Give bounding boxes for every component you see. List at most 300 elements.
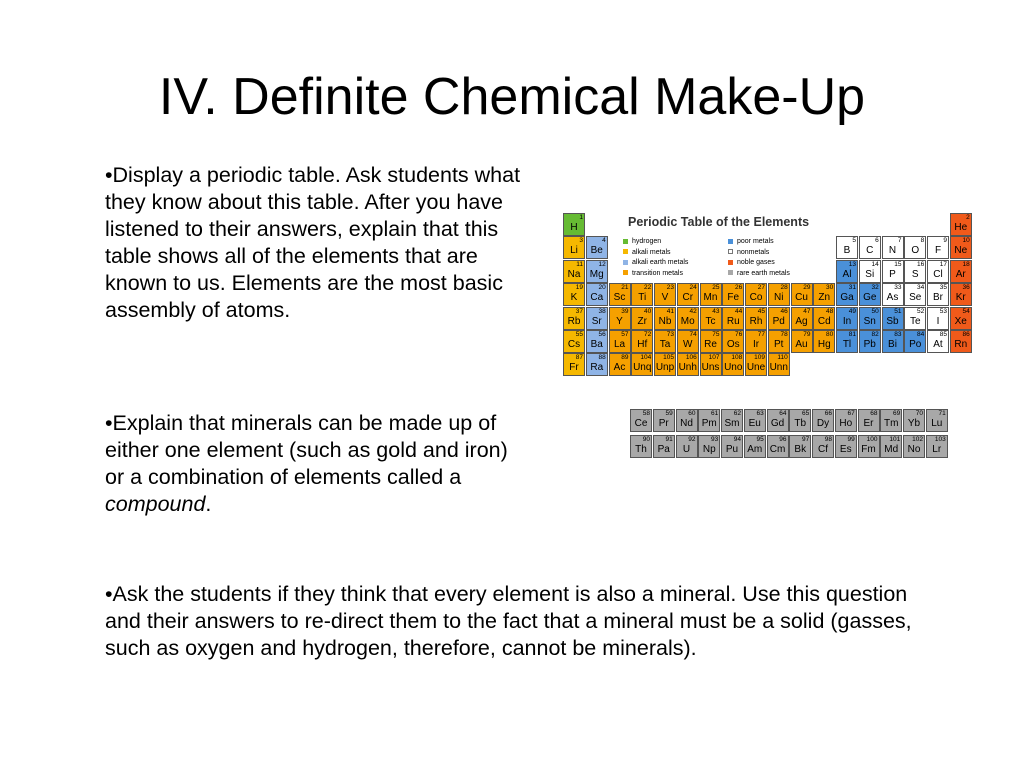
atomic-number: 46 bbox=[780, 307, 788, 315]
element-cell-pa bbox=[653, 435, 675, 458]
atomic-number: 86 bbox=[962, 331, 970, 338]
element-symbol: C bbox=[866, 245, 874, 257]
atomic-number: 75 bbox=[712, 331, 720, 338]
element-symbol: Md bbox=[884, 444, 899, 455]
element-symbol: U bbox=[682, 444, 691, 455]
element-cell-eu bbox=[744, 409, 766, 432]
element-cell-ge bbox=[859, 283, 881, 306]
atomic-number: 27 bbox=[757, 284, 765, 292]
atomic-number: 56 bbox=[598, 331, 606, 338]
element-cell-no bbox=[903, 435, 925, 458]
legend-item bbox=[623, 248, 671, 258]
atomic-number: 50 bbox=[871, 307, 879, 315]
element-cell-bk bbox=[789, 435, 811, 458]
element-symbol: Ca bbox=[590, 292, 604, 304]
atomic-number: 95 bbox=[756, 436, 764, 443]
element-cell-be bbox=[586, 236, 608, 259]
atomic-number: 6 bbox=[875, 237, 879, 245]
atomic-number: 19 bbox=[575, 284, 583, 292]
element-cell-rb bbox=[563, 307, 585, 330]
element-symbol: Pd bbox=[772, 315, 785, 327]
slide-title: IV. Definite Chemical Make-Up bbox=[158, 68, 866, 126]
bullet-text: •Explain that minerals can be made up of either one element (such as gold and iron) or a combination of elements called a bbox=[105, 411, 508, 489]
element-cell-i bbox=[927, 307, 949, 330]
element-symbol: Zn bbox=[818, 292, 831, 304]
atomic-number: 99 bbox=[847, 436, 855, 443]
emphasis-compound: compound bbox=[105, 492, 206, 516]
atomic-number: 66 bbox=[824, 410, 832, 417]
element-cell-ba bbox=[586, 330, 608, 353]
atomic-number: 106 bbox=[685, 354, 697, 362]
element-symbol: Co bbox=[749, 292, 763, 304]
element-cell-re bbox=[700, 330, 722, 353]
element-cell-pd bbox=[768, 307, 790, 330]
element-symbol: Se bbox=[909, 292, 922, 304]
atomic-number: 17 bbox=[939, 260, 947, 268]
legend-swatch bbox=[728, 239, 733, 244]
atomic-number: 84 bbox=[917, 331, 925, 338]
legend-label: transition metals bbox=[632, 269, 683, 277]
atomic-number: 35 bbox=[939, 284, 947, 292]
element-symbol: Kr bbox=[955, 292, 966, 304]
element-symbol: No bbox=[907, 444, 921, 455]
atomic-number: 77 bbox=[757, 331, 765, 338]
element-symbol: Unn bbox=[769, 362, 788, 374]
atomic-number: 71 bbox=[938, 410, 946, 417]
atomic-number: 48 bbox=[826, 307, 834, 315]
element-symbol: I bbox=[936, 315, 940, 327]
element-cell-fr bbox=[563, 353, 585, 376]
element-cell-c bbox=[859, 236, 881, 259]
atomic-number: 94 bbox=[733, 436, 741, 443]
element-symbol: Dy bbox=[816, 418, 830, 429]
element-symbol: Ne bbox=[954, 245, 968, 257]
legend-label: hydrogen bbox=[632, 238, 662, 245]
element-symbol: Ga bbox=[840, 292, 854, 304]
element-cell-te bbox=[904, 307, 926, 330]
element-symbol: Uno bbox=[724, 362, 743, 374]
atomic-number: 90 bbox=[642, 436, 650, 443]
legend-item bbox=[623, 237, 661, 247]
element-cell-pr bbox=[653, 409, 675, 432]
element-symbol: Sn bbox=[863, 315, 876, 327]
element-cell-lr bbox=[926, 435, 948, 458]
element-symbol: Np bbox=[702, 444, 716, 455]
element-cell-sn bbox=[859, 307, 881, 330]
element-symbol: Te bbox=[909, 315, 921, 327]
element-cell-dy bbox=[812, 409, 834, 432]
legend-item bbox=[623, 269, 683, 279]
element-symbol: Ac bbox=[613, 362, 626, 374]
legend-label: rare earth metals bbox=[737, 269, 790, 277]
atomic-number: 98 bbox=[824, 436, 832, 443]
element-symbol: Tm bbox=[884, 418, 899, 429]
atomic-number: 24 bbox=[689, 284, 697, 292]
element-symbol: Am bbox=[747, 444, 763, 455]
atomic-number: 65 bbox=[802, 410, 810, 417]
atomic-number: 8 bbox=[920, 237, 925, 245]
element-cell-ga bbox=[836, 283, 858, 306]
atomic-number: 1 bbox=[579, 214, 583, 221]
element-symbol: Lu bbox=[931, 418, 943, 429]
atomic-number: 52 bbox=[917, 307, 925, 315]
element-symbol: Ir bbox=[752, 339, 760, 350]
legend-swatch bbox=[728, 270, 733, 275]
atomic-number: 30 bbox=[826, 284, 834, 292]
element-cell-mn bbox=[700, 283, 722, 306]
element-symbol: Th bbox=[635, 444, 647, 455]
element-cell-br bbox=[927, 283, 949, 306]
legend-swatch bbox=[728, 249, 733, 254]
element-cell-xe bbox=[950, 307, 972, 330]
atomic-number: 3 bbox=[579, 237, 583, 245]
legend-label: alkali earth metals bbox=[632, 259, 689, 266]
atomic-number: 110 bbox=[777, 354, 788, 362]
element-symbol: Pb bbox=[863, 339, 876, 350]
element-symbol: H bbox=[570, 222, 578, 233]
element-symbol: Pr bbox=[658, 418, 669, 429]
element-cell-md bbox=[880, 435, 902, 458]
legend-swatch bbox=[728, 260, 733, 265]
atomic-number: 44 bbox=[735, 307, 743, 315]
atomic-number: 26 bbox=[735, 284, 743, 292]
atomic-number: 68 bbox=[870, 410, 878, 417]
element-cell-kr bbox=[950, 283, 972, 306]
element-symbol: Ti bbox=[638, 292, 647, 304]
element-symbol: Be bbox=[590, 245, 603, 257]
element-symbol: Tc bbox=[705, 315, 716, 327]
legend-item bbox=[623, 258, 688, 268]
element-cell-b bbox=[836, 236, 858, 259]
atomic-number: 70 bbox=[915, 410, 923, 417]
element-cell-lu bbox=[926, 409, 948, 432]
element-symbol: Li bbox=[570, 245, 578, 257]
element-symbol: K bbox=[570, 292, 578, 304]
element-symbol: Sc bbox=[613, 292, 626, 304]
element-symbol: Br bbox=[933, 292, 943, 304]
element-cell-pt bbox=[768, 330, 790, 353]
legend-item bbox=[728, 237, 774, 247]
element-symbol: Ba bbox=[590, 339, 603, 350]
element-cell-nd bbox=[676, 409, 698, 432]
element-cell-cf bbox=[812, 435, 834, 458]
element-cell-u bbox=[676, 435, 698, 458]
atomic-number: 25 bbox=[712, 284, 720, 292]
atomic-number: 45 bbox=[757, 307, 765, 315]
element-cell-na bbox=[563, 260, 585, 283]
element-cell-mg bbox=[586, 260, 608, 283]
element-cell-yb bbox=[903, 409, 925, 432]
element-cell-in bbox=[836, 307, 858, 330]
atomic-number: 67 bbox=[847, 410, 855, 417]
atomic-number: 63 bbox=[756, 410, 764, 417]
atomic-number: 5 bbox=[852, 237, 856, 245]
element-symbol: Fr bbox=[569, 362, 579, 374]
element-cell-fm bbox=[858, 435, 880, 458]
element-symbol: F bbox=[934, 245, 942, 257]
bullet-periodic-table: •Display a periodic table. Ask students what they know about this table. After you have listened to their answers, explain that this table shows all of the elements that are known to us. Elements are the most basic assembly of atoms. bbox=[105, 163, 521, 322]
element-cell-ag bbox=[791, 307, 813, 330]
element-symbol: Sm bbox=[724, 418, 740, 429]
element-symbol: He bbox=[954, 222, 968, 233]
element-symbol: Une bbox=[746, 362, 766, 374]
element-symbol: Ag bbox=[795, 315, 808, 327]
element-symbol: Nb bbox=[658, 315, 672, 327]
atomic-number: 89 bbox=[621, 354, 629, 362]
element-cell-nb bbox=[654, 307, 676, 330]
legend-label: alkali metals bbox=[632, 248, 671, 256]
element-cell-os bbox=[722, 330, 744, 353]
element-cell-es bbox=[835, 435, 857, 458]
atomic-number: 11 bbox=[576, 260, 583, 268]
element-symbol: Sb bbox=[886, 315, 899, 327]
element-symbol: Cr bbox=[682, 292, 694, 304]
atomic-number: 79 bbox=[803, 331, 811, 338]
atomic-number: 10 bbox=[962, 237, 970, 245]
atomic-number: 103 bbox=[934, 436, 946, 443]
atomic-number: 21 bbox=[621, 284, 629, 292]
atomic-number: 57 bbox=[621, 331, 629, 338]
element-symbol: Zr bbox=[637, 315, 647, 327]
element-cell-zr bbox=[631, 307, 653, 330]
atomic-number: 83 bbox=[894, 331, 902, 338]
atomic-number: 97 bbox=[802, 436, 810, 443]
element-symbol: S bbox=[911, 268, 919, 280]
element-symbol: P bbox=[889, 268, 896, 280]
element-cell-np bbox=[698, 435, 720, 458]
element-symbol: Au bbox=[795, 339, 808, 350]
element-cell-uno bbox=[722, 353, 744, 376]
element-symbol: Cf bbox=[818, 444, 828, 455]
atomic-number: 54 bbox=[962, 307, 970, 315]
atomic-number: 4 bbox=[602, 237, 606, 245]
element-symbol: Pt bbox=[774, 339, 784, 350]
atomic-number: 34 bbox=[917, 284, 925, 292]
element-cell-f bbox=[927, 236, 949, 259]
element-cell-unh bbox=[677, 353, 699, 376]
atomic-number: 55 bbox=[575, 331, 583, 338]
atomic-number: 100 bbox=[866, 436, 878, 443]
element-cell-th bbox=[630, 435, 652, 458]
element-cell-une bbox=[745, 353, 767, 376]
element-symbol: Pa bbox=[657, 444, 670, 455]
atomic-number: 51 bbox=[894, 307, 902, 315]
element-cell-si bbox=[859, 260, 881, 283]
element-cell-cm bbox=[767, 435, 789, 458]
element-cell-w bbox=[677, 330, 699, 353]
atomic-number: 108 bbox=[731, 354, 743, 362]
element-symbol: Mg bbox=[589, 268, 604, 280]
element-cell-cu bbox=[791, 283, 813, 306]
element-cell-ca bbox=[586, 283, 608, 306]
element-cell-ti bbox=[631, 283, 653, 306]
legend-item bbox=[728, 269, 790, 279]
atomic-number: 41 bbox=[666, 307, 674, 315]
atomic-number: 7 bbox=[897, 237, 902, 245]
legend-swatch bbox=[623, 260, 628, 265]
element-symbol: Ta bbox=[659, 339, 671, 350]
bullet-minerals-elements bbox=[105, 410, 525, 518]
element-symbol: Mn bbox=[703, 292, 718, 304]
element-symbol: Ra bbox=[590, 362, 604, 374]
element-symbol: Tb bbox=[794, 418, 807, 429]
legend-item bbox=[728, 248, 769, 258]
element-cell-li bbox=[563, 236, 585, 259]
element-symbol: Rb bbox=[567, 315, 581, 327]
atomic-number: 85 bbox=[939, 331, 947, 338]
atomic-number: 81 bbox=[848, 331, 856, 338]
atomic-number: 74 bbox=[689, 331, 697, 338]
element-cell-he bbox=[950, 213, 972, 236]
element-cell-ho bbox=[835, 409, 857, 432]
element-symbol: Yb bbox=[907, 418, 921, 429]
element-cell-ir bbox=[745, 330, 767, 353]
atomic-number: 64 bbox=[779, 410, 787, 417]
element-cell-unp bbox=[654, 353, 676, 376]
element-symbol: Bi bbox=[888, 339, 897, 350]
atomic-number: 29 bbox=[803, 284, 811, 292]
element-cell-pu bbox=[721, 435, 743, 458]
bullet-element-mineral-question: •Ask the students if they think that every element is also a mineral. Use this question and their answers to re-direct them to the fact that a mineral must be a solid (gasses, such as oxygen and hydrogen, therefore, cannot be minerals). bbox=[105, 582, 912, 660]
atomic-number: 107 bbox=[708, 354, 720, 362]
element-symbol: Ce bbox=[634, 418, 648, 429]
element-cell-o bbox=[904, 236, 926, 259]
atomic-number: 78 bbox=[780, 331, 788, 338]
element-cell-co bbox=[745, 283, 767, 306]
element-cell-sc bbox=[609, 283, 631, 306]
element-cell-ni bbox=[768, 283, 790, 306]
atomic-number: 91 bbox=[665, 436, 673, 443]
element-symbol: Y bbox=[616, 315, 623, 327]
element-symbol: As bbox=[886, 292, 899, 304]
legend-label: poor metals bbox=[737, 238, 774, 245]
element-symbol: B bbox=[843, 245, 851, 257]
element-cell-sm bbox=[721, 409, 743, 432]
element-symbol: Pm bbox=[701, 418, 717, 429]
element-cell-sr bbox=[586, 307, 608, 330]
atomic-number: 104 bbox=[640, 354, 652, 362]
legend-label: noble gases bbox=[737, 259, 775, 266]
element-symbol: W bbox=[683, 339, 693, 350]
element-symbol: Re bbox=[704, 339, 717, 350]
atomic-number: 60 bbox=[688, 410, 696, 417]
atomic-number: 58 bbox=[642, 410, 650, 417]
atomic-number: 82 bbox=[871, 331, 879, 338]
atomic-number: 61 bbox=[711, 410, 719, 417]
element-symbol: Eu bbox=[748, 418, 761, 429]
atomic-number: 20 bbox=[598, 284, 606, 292]
element-cell-gd bbox=[767, 409, 789, 432]
element-symbol: Hf bbox=[637, 339, 648, 350]
atomic-number: 109 bbox=[754, 354, 765, 362]
atomic-number: 13 bbox=[848, 260, 856, 268]
atomic-number: 40 bbox=[644, 307, 652, 315]
atomic-number: 43 bbox=[712, 307, 720, 315]
element-symbol: Ho bbox=[839, 418, 853, 429]
element-cell-hf bbox=[631, 330, 653, 353]
element-cell-rh bbox=[745, 307, 767, 330]
element-cell-cs bbox=[563, 330, 585, 353]
atomic-number: 80 bbox=[826, 331, 834, 338]
atomic-number: 22 bbox=[644, 284, 652, 292]
atomic-number: 31 bbox=[848, 284, 856, 292]
atomic-number: 33 bbox=[894, 284, 902, 292]
element-cell-mo bbox=[677, 307, 699, 330]
element-cell-unq bbox=[631, 353, 653, 376]
atomic-number: 101 bbox=[889, 436, 901, 443]
element-symbol: Uns bbox=[701, 362, 720, 374]
legend-swatch bbox=[623, 249, 628, 254]
element-cell-uns bbox=[700, 353, 722, 376]
element-cell-tc bbox=[700, 307, 722, 330]
element-cell-ar bbox=[950, 260, 972, 283]
element-symbol: Cs bbox=[567, 339, 581, 350]
element-cell-cd bbox=[813, 307, 835, 330]
element-symbol: At bbox=[933, 339, 943, 350]
element-cell-pm bbox=[698, 409, 720, 432]
element-symbol: Er bbox=[863, 418, 874, 429]
atomic-number: 14 bbox=[871, 260, 879, 268]
atomic-number: 62 bbox=[733, 410, 741, 417]
element-symbol: Si bbox=[865, 268, 875, 280]
legend-swatch bbox=[623, 270, 628, 275]
atomic-number: 32 bbox=[871, 284, 879, 292]
atomic-number: 42 bbox=[689, 307, 697, 315]
atomic-number: 73 bbox=[666, 331, 674, 338]
element-symbol: Po bbox=[909, 339, 922, 350]
element-cell-fe bbox=[722, 283, 744, 306]
periodic-table-image bbox=[563, 213, 973, 463]
element-cell-tm bbox=[880, 409, 902, 432]
element-symbol: N bbox=[888, 245, 897, 257]
element-cell-ru bbox=[722, 307, 744, 330]
atomic-number: 49 bbox=[848, 307, 856, 315]
element-symbol: Cm bbox=[769, 444, 786, 455]
atomic-number: 59 bbox=[665, 410, 673, 417]
atomic-number: 9 bbox=[943, 237, 947, 245]
element-symbol: Sr bbox=[591, 315, 602, 327]
atomic-number: 39 bbox=[621, 307, 629, 315]
element-cell-h bbox=[563, 213, 585, 236]
element-cell-pb bbox=[859, 330, 881, 353]
element-symbol: Es bbox=[839, 444, 852, 455]
atomic-number: 38 bbox=[598, 307, 606, 315]
element-cell-v bbox=[654, 283, 676, 306]
atomic-number: 72 bbox=[644, 331, 652, 338]
element-cell-al bbox=[836, 260, 858, 283]
element-cell-at bbox=[927, 330, 949, 353]
atomic-number: 96 bbox=[779, 436, 787, 443]
atomic-number: 87 bbox=[575, 354, 583, 362]
atomic-number: 53 bbox=[939, 307, 947, 315]
legend-label: nonmetals bbox=[737, 248, 770, 256]
element-symbol: Na bbox=[567, 268, 581, 280]
periodic-table-title: Periodic Table of the Elements bbox=[628, 215, 810, 229]
element-symbol: Ni bbox=[774, 292, 784, 304]
atomic-number: 105 bbox=[663, 354, 674, 362]
element-symbol: Cd bbox=[817, 315, 831, 327]
element-cell-ne bbox=[950, 236, 972, 259]
element-symbol: Rh bbox=[749, 315, 763, 327]
element-cell-ta bbox=[654, 330, 676, 353]
element-cell-hg bbox=[813, 330, 835, 353]
element-cell-as bbox=[882, 283, 904, 306]
element-symbol: Nd bbox=[680, 418, 693, 429]
element-cell-ac bbox=[609, 353, 631, 376]
element-symbol: Unp bbox=[655, 362, 675, 374]
element-symbol: Al bbox=[842, 268, 852, 280]
element-symbol: Xe bbox=[954, 315, 967, 327]
